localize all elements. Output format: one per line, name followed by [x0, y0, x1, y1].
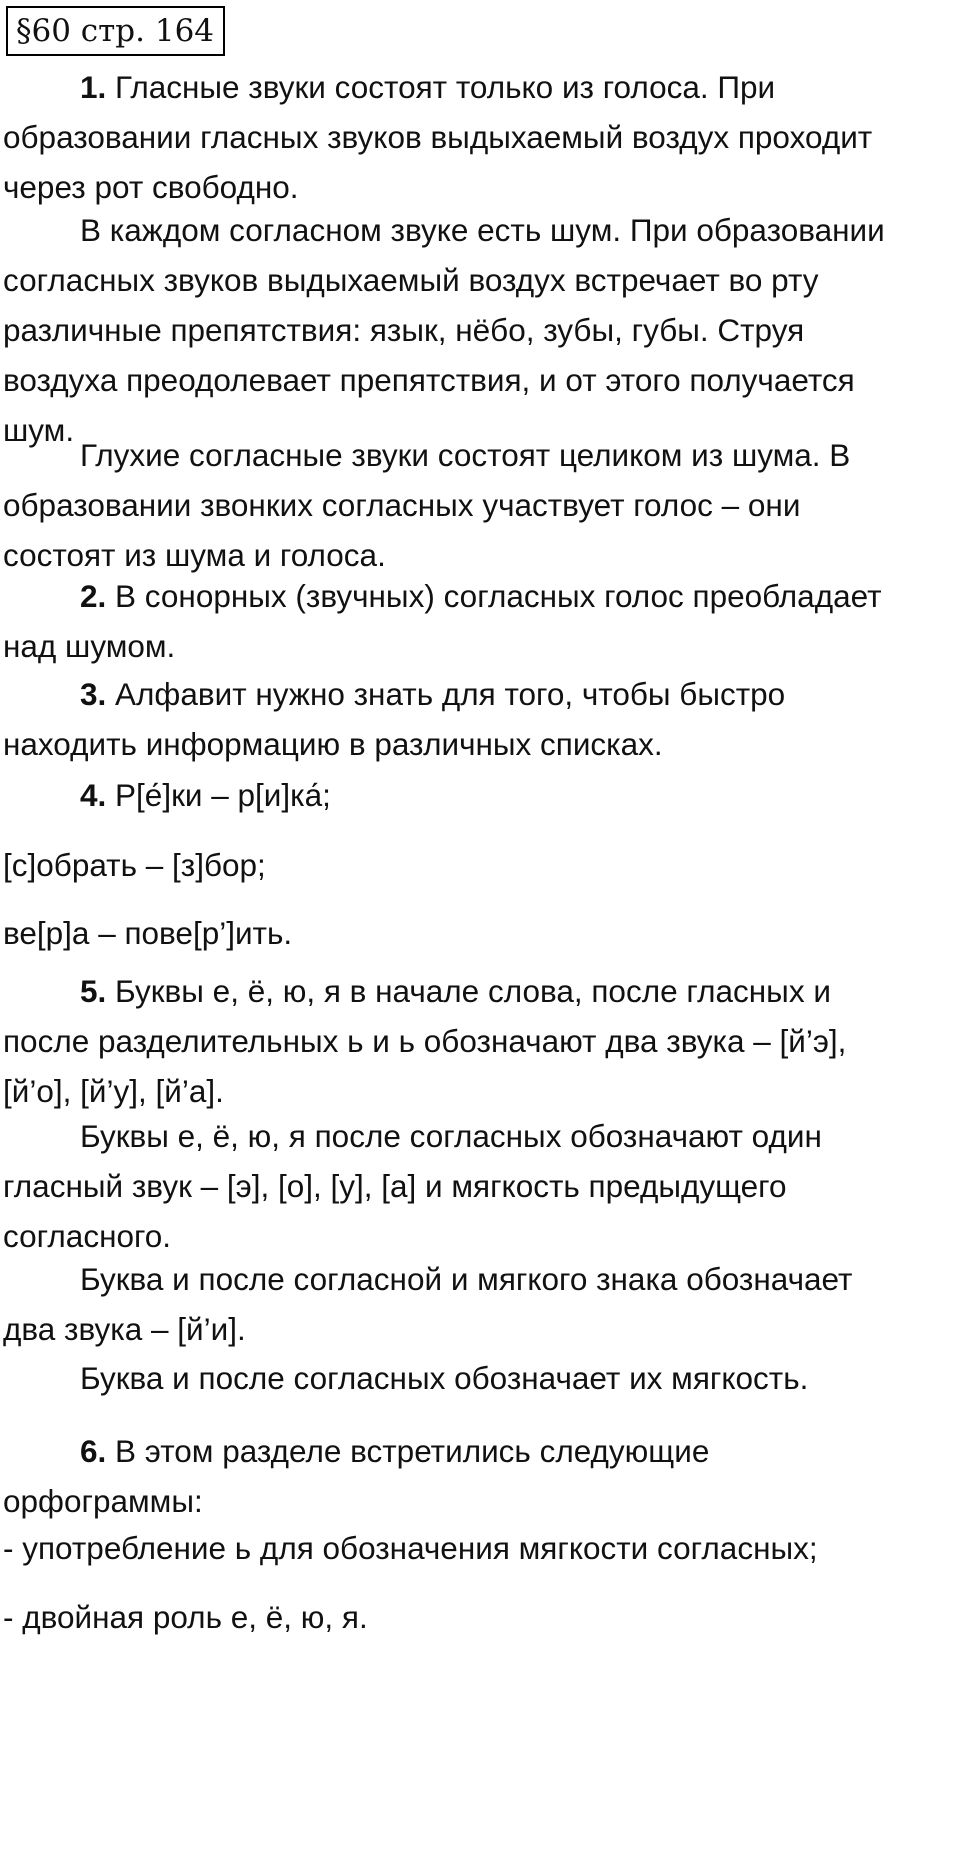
- answer-number-5: 5.: [80, 973, 107, 1009]
- answer-number-3: 3.: [80, 676, 107, 712]
- answer-2-paragraph: 2. В сонорных (звучных) согласных голос преобладает над шумом.: [3, 578, 882, 664]
- section-reference-box: [6, 6, 225, 56]
- answer-4-paragraph: 4. Р[е́]ки – р[и]ка́;: [80, 777, 331, 813]
- answer-6-list-item-1: - употребление ь для обозначения мягкости согласных;: [3, 1530, 818, 1566]
- section-reference: §60 стр. 164: [16, 13, 215, 49]
- answer-number-4: 4.: [80, 777, 107, 813]
- answer-number-6: 6.: [80, 1433, 107, 1469]
- answer-5-paragraph-4: Буква и после согласных обозначает их мягкость.: [80, 1360, 809, 1396]
- answer-5-paragraph-1: 5. Буквы е, ё, ю, я в начале слова, после гласных и после разделительных ь и ь обозначают два звука – [й’э], [й’о], [й’у], [й’а].: [3, 973, 847, 1109]
- answer-5-paragraph-2: Буквы е, ё, ю, я после согласных обозначают один гласный звук – [э], [о], [у], [а] и мягкость предыдущего согласного.: [3, 1118, 822, 1254]
- answer-1-paragraph-3: Глухие согласные звуки состоят целиком из шума. В образовании звонких согласных участвует голос – они состоят из шума и голоса.: [3, 437, 851, 573]
- answer-1-paragraph-1: 1. Гласные звуки состоят только из голоса. При образовании гласных звуков выдыхаемый воздух проходит через рот свободно.: [3, 69, 873, 205]
- answer-number-1: 1.: [80, 69, 107, 105]
- answer-6-list-item-2: - двойная роль е, ё, ю, я.: [3, 1599, 368, 1635]
- answer-3-paragraph: 3. Алфавит нужно знать для того, чтобы быстро находить информацию в различных списках.: [3, 676, 786, 762]
- answer-6-paragraph: 6. В этом разделе встретились следующие орфограммы:: [3, 1433, 710, 1519]
- answer-4-line-3: ве[р]а – пове[р’]ить.: [3, 915, 293, 951]
- answer-4-line-2: [с]обрать – [з]бор;: [3, 847, 266, 883]
- answer-1-paragraph-2: В каждом согласном звуке есть шум. При образовании согласных звуков выдыхаемый воздух встречает во рту различные препятствия: язык, нёбо, зубы, губы. Струя воздуха преодолевает препятствия, и от этого получается шум.: [3, 212, 885, 448]
- answer-number-2: 2.: [80, 578, 107, 614]
- answer-5-paragraph-3: Буква и после согласной и мягкого знака обозначает два звука – [й’и].: [3, 1261, 853, 1347]
